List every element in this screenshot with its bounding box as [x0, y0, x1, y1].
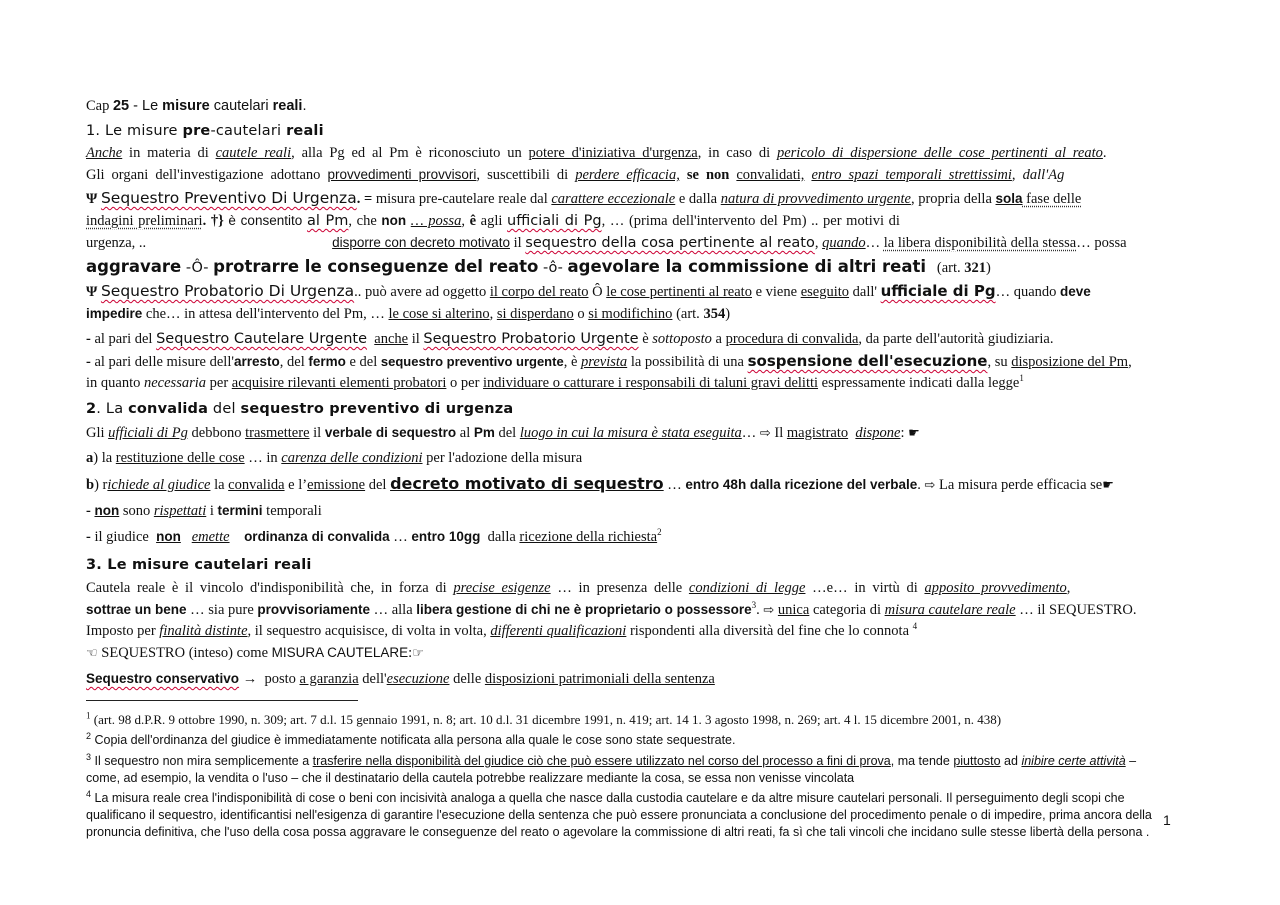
- s3-p3-t3: delle: [449, 671, 485, 687]
- s1-p2-t5: ,: [461, 213, 470, 229]
- s3-p3-t2: dell': [358, 671, 387, 687]
- section-1-heading: [86, 121, 1172, 141]
- s3-p1-line1: [86, 578, 1172, 599]
- s1-p4-t5: … quando: [995, 284, 1060, 300]
- footnote-3-d: –: [1125, 754, 1137, 768]
- s2-ricezione: ricezione della richiesta: [519, 529, 658, 545]
- s2-termini: termini: [217, 503, 263, 518]
- s1-p6-t10: o per: [446, 375, 484, 391]
- s1-pericolo: pericolo di dispersione delle cose pertinenti al reato: [776, 145, 1103, 161]
- s1-p6-t9: per: [206, 375, 232, 391]
- s3-esecuzione: esecuzione: [386, 671, 450, 687]
- s1-p4-t2: Ô: [588, 284, 607, 300]
- pointing-hand-icon-2: ☛: [1102, 478, 1114, 493]
- s1-acquisire: acquisire rilevanti elementi probatori: [231, 375, 447, 391]
- s2-dispone: dispone: [855, 425, 901, 441]
- footnote-ref-1[interactable]: 1: [1019, 373, 1024, 384]
- s1-potere: potere d'iniziativa d'urgenza: [528, 145, 698, 161]
- s2-d-t1: il giudice: [90, 529, 153, 545]
- s1-p2-t2: e dalla: [675, 191, 721, 207]
- arrow-icon: →: [239, 671, 258, 687]
- s2-p1-t2: il: [309, 425, 325, 441]
- s1-p4-line1: [86, 281, 1172, 303]
- section-2-heading: [86, 398, 1172, 420]
- s2-pm: Pm: [473, 425, 495, 440]
- footnote-3-number: 3: [86, 751, 92, 762]
- title-num: 25: [112, 98, 130, 114]
- s1-quando: quando: [822, 235, 866, 251]
- s3-p2-t2: :: [408, 645, 413, 661]
- s3-p1-t12: rispondenti alla diversità del fine che lo connota: [626, 623, 913, 639]
- s1-modifichino: si modifichino: [588, 306, 673, 322]
- s1-sequestro-cosa: sequestro della cosa pertinente al reato: [525, 235, 815, 251]
- s1-disperdano: si disperdano: [496, 306, 574, 322]
- s1-carattere: carattere eccezionale: [551, 191, 676, 207]
- dagger-icon: . †}: [202, 213, 229, 229]
- s2-item-d: [86, 526, 1172, 548]
- s2-b-t1: ) r: [94, 477, 108, 493]
- s1-ufficiali: ufficiali di Pg: [507, 213, 602, 229]
- section-3-number: 3.: [86, 557, 102, 573]
- s1-p1-t4: .: [1102, 145, 1107, 161]
- s1-p1-line1: [86, 143, 1172, 164]
- footnote-3: [86, 753, 1172, 787]
- s3-p1-t11: , il sequestro acquisisce, di volta in volta,: [247, 623, 491, 639]
- s2-p1-t5: …: [741, 425, 760, 441]
- s1-p5-t3: è: [638, 331, 653, 347]
- s1-dall-ag: , dall'Ag: [1011, 167, 1065, 183]
- s2-p1-line: [86, 422, 1172, 444]
- s1-possa: … possa: [410, 213, 462, 229]
- s2-seq: sequestro preventivo di urgenza: [240, 401, 514, 417]
- s1-p4-t7: ,: [489, 306, 497, 322]
- s3-sottrae: sottrae un bene: [86, 602, 187, 617]
- s1-alterino: le cose si alterino: [388, 306, 490, 322]
- s1-sola: sola: [995, 191, 1023, 206]
- footnote-3-c: ad: [1000, 754, 1022, 768]
- s1-p1-line2a: Gli organi dell'investigazione adottano: [86, 167, 328, 183]
- section-2-number: 2: [86, 401, 97, 417]
- s1-art-num: 321: [964, 260, 987, 276]
- s1-p4-t10: ): [725, 306, 731, 322]
- section-1-number: 1.: [86, 123, 101, 139]
- s2-restituzione: restituzione delle cose: [115, 450, 245, 466]
- s1-p6-t7: ,: [1128, 354, 1132, 370]
- s3-p1-t1: Cautela reale è il vincolo d'indisponibilità che, in forza di: [86, 580, 454, 596]
- s1-impedire: impedire: [86, 306, 143, 321]
- s1-art-354: 354: [703, 306, 726, 322]
- s1-cautele: cautele reali: [215, 145, 292, 161]
- s1-p6-t4: , è: [563, 354, 581, 370]
- footnote-3-inibire: inibire certe attività: [1021, 754, 1126, 768]
- footnote-ref-2[interactable]: 2: [657, 527, 662, 538]
- s1-p1-line2b: , suscettibili di: [476, 167, 576, 183]
- s1-al-pm: al Pm: [306, 213, 349, 229]
- s2-p1-t3: al: [456, 425, 474, 441]
- s1-entro: entro spazi temporali strettissimi: [811, 167, 1012, 183]
- s1-fase: fase delle: [1022, 191, 1082, 207]
- s2-heading-a: . La: [96, 401, 129, 417]
- s2-p1-t1: debbono: [187, 425, 246, 441]
- s1-seq-prev: sequestro preventivo urgente: [380, 354, 564, 369]
- s3-apposito: apposito provvedimento: [924, 580, 1067, 596]
- s1-e-acc: ê: [469, 213, 477, 229]
- s3-p1-line2: [86, 599, 1172, 621]
- s1-p4-t4: dall': [849, 284, 881, 300]
- footnote-3-e: come, ad esempio, la vendita o l'uso – che il destinatario della cautela potrebbe realizzare mediante la cosa, se essa non venisse vincolata: [86, 771, 855, 785]
- s3-heading: Le misure cautelari reali: [102, 557, 312, 573]
- s1-anche: Anche: [86, 145, 123, 161]
- s1-consentito: è consentito: [228, 213, 307, 228]
- title-dot: .: [302, 98, 307, 114]
- s1-disposizione: disposizione del Pm: [1011, 354, 1129, 370]
- s1-procedura: procedura di convalida: [725, 331, 859, 347]
- s1-ufficiale: ufficiale di Pg: [880, 282, 996, 300]
- document-page: [86, 96, 1172, 843]
- s2-colon: :: [900, 425, 905, 441]
- footnote-3-a: Il sequestro non mira semplicemente a: [91, 754, 313, 768]
- s2-d-dash: -: [86, 529, 91, 545]
- s2-b-t4: del: [365, 477, 391, 493]
- s1-p6-t5: la possibilità di una: [627, 354, 748, 370]
- s1-p5-line: [86, 329, 1172, 350]
- s3-precise: precise esigenze: [453, 580, 551, 596]
- s2-carenza: carenza delle condizioni: [281, 450, 423, 466]
- s2-trasmettere: trasmettere: [245, 425, 310, 441]
- s3-unica: unica: [777, 602, 810, 618]
- s3-p2-t1: SEQUESTRO (inteso) come: [97, 645, 272, 661]
- s1-sottoposto: sottoposto: [652, 331, 712, 347]
- section-3-heading: [86, 554, 1172, 576]
- s1-deve: deve: [1060, 284, 1091, 299]
- footnote-1-number: 1: [86, 710, 91, 721]
- s3-condizioni: condizioni di legge: [688, 580, 806, 596]
- s1-p1-t3: , in caso di: [697, 145, 777, 161]
- arrow-right-icon: ⇨: [759, 426, 771, 441]
- s1-sospensione: sospensione dell'esecuzione: [747, 352, 988, 370]
- s1-p4-t6: che… in attesa dell'intervento del Pm, …: [142, 306, 389, 322]
- s3-p1-t9: … il SEQUESTRO.: [1015, 602, 1137, 618]
- s3-p3-line: [86, 668, 1172, 690]
- s2-convalida: convalida: [128, 401, 209, 417]
- s2-magistrato: magistrato: [786, 425, 849, 441]
- s2-b-label: b: [86, 477, 95, 493]
- s2-d-t3: dalla: [487, 529, 520, 545]
- s1-sep1: -Ô-: [181, 260, 214, 276]
- s2-a-t1: ) la: [93, 450, 116, 466]
- s2-c-dash: -: [86, 503, 91, 519]
- s1-p2-line3: [86, 232, 1172, 254]
- s3-sequestro-conservativo: Sequestro conservativo: [86, 671, 240, 686]
- pointing-hand-icon: ☛: [908, 426, 920, 441]
- s1-p5-anche: anche: [374, 331, 409, 347]
- s1-p6-t2: , del: [279, 354, 309, 370]
- s3-misura-cautelare: MISURA CAUTELARE: [271, 645, 409, 660]
- s1-p2-t4: , che: [348, 213, 382, 229]
- s1-p4-t3: e viene: [751, 284, 801, 300]
- s1-convalidati: convalidati,: [736, 167, 805, 183]
- s2-d-entro: entro 10gg: [411, 529, 481, 544]
- s1-p6-t11: espressamente indicati dalla legge: [818, 375, 1020, 391]
- page-number: 1: [1163, 812, 1171, 828]
- s1-p4-t8: o: [573, 306, 589, 322]
- arrow-right-icon-2: ⇨: [924, 478, 936, 493]
- s1-fermo: fermo: [308, 354, 346, 369]
- s1-p2-t6: , … (: [601, 213, 634, 229]
- s1-p2-t8: …: [865, 235, 884, 251]
- s1-p1-t2: , alla Pg ed al Pm è riconosciuto un: [291, 145, 529, 161]
- s1-spu: Sequestro Preventivo Di Urgenza: [100, 189, 357, 207]
- title-cautelari: cautelari: [209, 98, 273, 114]
- s3-p1-t7: .: [756, 602, 764, 618]
- s2-d-t2: …: [389, 529, 412, 545]
- s3-provvisoriamente: provvisoriamente: [257, 602, 370, 617]
- s1-agevolare: agevolare la commissione di altri reati: [567, 257, 927, 276]
- s1-provvedimenti: provvedimenti provvisori: [327, 167, 477, 182]
- s2-decreto: decreto motivato di sequestro: [390, 474, 664, 493]
- s2-ichiede: ichiede al giudice: [107, 477, 211, 493]
- s1-individuare: individuare o catturare i responsabili di taluni gravi delitti: [483, 375, 819, 391]
- s1-necessaria: necessaria: [144, 375, 207, 391]
- s3-p2-line: [86, 642, 1172, 664]
- footnote-2-text: Copia dell'ordinanza del giudice è immediatamente notificata alla persona alla quale le cose sono state sequestrate.: [91, 733, 736, 747]
- footnote-3-u: trasferire nella disponibilità del giudice ciò che può essere utilizzato nel corso del processo a fini di prova: [312, 754, 891, 768]
- title-misure: misure: [162, 98, 210, 114]
- s1-p6-line1: [86, 351, 1172, 373]
- s2-p1-t6: Il: [770, 425, 787, 441]
- arrow-right-icon-3: ⇨: [763, 603, 775, 618]
- title-dash: - Le: [129, 98, 163, 114]
- footnote-4-number: 4: [86, 788, 92, 799]
- section-1-heading-pre: pre: [182, 123, 211, 139]
- s2-heading-b: del: [208, 401, 241, 417]
- title-reali: reali: [272, 98, 303, 114]
- s1-p4-t9: (art.: [672, 306, 704, 322]
- s1-indagini: indagini preliminari: [86, 213, 203, 229]
- s3-p3-t1: posto: [264, 671, 300, 687]
- footnote-3-b: , ma tende: [890, 754, 954, 768]
- s1-agli: agli: [476, 213, 508, 229]
- s1-p5-spu: Sequestro Probatorio Urgente: [423, 331, 639, 347]
- s3-p1-line3: [86, 621, 1172, 642]
- s1-p2-line1: [86, 188, 1172, 210]
- footnote-separator: [86, 700, 358, 701]
- s3-p1-t3: …e… in virtù di: [805, 580, 925, 596]
- s3-p1-t4: ,: [1066, 580, 1071, 596]
- s3-disposizioni: disposizioni patrimoniali della sentenza: [484, 671, 715, 687]
- s1-p6-t8: in quanto: [86, 375, 144, 391]
- s1-p5-dash: -: [86, 331, 91, 347]
- s3-p1-t10: Imposto per: [86, 623, 160, 639]
- s3-misura: misura cautelare reale: [884, 602, 1016, 618]
- s2-ufficiali: ufficiali di Pg: [108, 425, 188, 441]
- s2-b-t3: e l’: [284, 477, 308, 493]
- s2-emette: emette: [191, 529, 230, 545]
- s2-b-t7: La misura perde efficacia se: [935, 477, 1103, 493]
- s1-eq: . =: [356, 191, 373, 207]
- s2-p1-t4: del: [494, 425, 520, 441]
- s1-p2-line2: [86, 210, 1172, 232]
- s3-p1-t6: … alla: [369, 602, 417, 618]
- s1-non: non: [381, 213, 407, 228]
- s2-c-non: non: [94, 503, 120, 518]
- s1-art-close: ): [986, 260, 991, 276]
- s1-p5-t2: il: [408, 331, 424, 347]
- s2-a-label: a: [86, 450, 94, 466]
- s1-p5-t1: al pari del: [90, 331, 157, 347]
- s2-b-t6: .: [917, 477, 925, 493]
- footnote-4-line3: pronuncia definitiva, che l'uso della cosa possa aggravare le conseguenze del reato o agevolare la commissione di altri reati, fa sì che tali vincoli che incidano sulle stesse libertà della persona .: [86, 825, 1150, 839]
- s1-p6-dash: -: [86, 354, 91, 370]
- s2-entro: entro 48h dalla ricezione del verbale: [685, 477, 918, 492]
- s1-p2-t1: misura pre-cautelare reale dal: [372, 191, 552, 207]
- s1-p6-t3: e del: [345, 354, 381, 370]
- section-1-heading-b: -cautelari: [210, 123, 287, 139]
- s2-b-t5: …: [663, 477, 686, 493]
- psi-icon: Ψ: [86, 191, 98, 207]
- s1-arresto: arresto: [233, 354, 280, 369]
- s1-p1-t1: in materia di: [122, 145, 216, 161]
- s2-item-c: [86, 500, 1172, 522]
- s1-libera: la libera disponibilità della stessa: [883, 235, 1077, 251]
- s1-comma: ,: [814, 235, 823, 251]
- section-1-heading-reali: reali: [286, 123, 324, 139]
- s2-item-b: [86, 473, 1172, 496]
- s1-p3-line: [86, 254, 1172, 281]
- s3-p1-t2: … in presenza delle: [550, 580, 689, 596]
- s3-libera: libera gestione di chi ne è proprietario o possessore: [416, 602, 752, 617]
- s2-b-convalida: convalida: [228, 477, 285, 493]
- s2-b-t2: la: [210, 477, 229, 493]
- s1-prevista: prevista: [581, 354, 628, 370]
- s1-p2-t3: , propria della: [910, 191, 996, 207]
- pointing-hand-right-icon: ☞: [412, 646, 424, 661]
- s1-p6-t6: , su: [987, 354, 1012, 370]
- footnote-4-line1: La misura reale crea l'indisponibilità di cose o beni con incisività analoga a quella che nasce dalla custodia cautelare e da altre misure cautelari personali. Il perseguimento degli scopi che: [91, 791, 1125, 805]
- s1-il: il: [509, 235, 526, 251]
- s2-a-t2: … in: [244, 450, 282, 466]
- footnote-1: [86, 711, 1172, 728]
- chapter-title: [86, 96, 1172, 116]
- footnote-4: [86, 790, 1172, 841]
- s1-scu: Sequestro Cautelare Urgente: [156, 331, 368, 347]
- s1-eseguito: eseguito: [800, 284, 850, 300]
- s3-p1-t5: … sia pure: [186, 602, 258, 618]
- s3-garanzia: a garanzia: [299, 671, 359, 687]
- s1-prima: prima dell'intervento del Pm: [633, 213, 802, 229]
- s1-possa2: … possa: [1076, 235, 1127, 251]
- s1-corpo: il corpo del reato: [489, 284, 589, 300]
- s1-p6-t1: al pari delle misure dell': [90, 354, 234, 370]
- s3-p1-t8: categoria di: [809, 602, 885, 618]
- s1-p4-t1: .. può avere ad oggetto: [354, 284, 490, 300]
- s2-c-t1: sono: [119, 503, 154, 519]
- footnote-2: [86, 732, 1172, 749]
- s1-p4-line2: [86, 303, 1172, 325]
- psi-icon-2: Ψ: [86, 284, 98, 300]
- s1-sep2: -ô-: [538, 260, 568, 276]
- footnote-ref-3[interactable]: 3: [751, 600, 757, 611]
- s2-item-a: [86, 448, 1172, 469]
- s1-aggravare: aggravare: [86, 257, 182, 276]
- s1-disporre: disporre con decreto motivato: [332, 235, 510, 250]
- footnote-4-line2: qualificano il sequestro, identificantisi nell'esigenza di garantire l'esecuzione della sentenza che può essere pronunciata a conclusione del procedimento penale o di impedire, prima ancora della: [86, 808, 1152, 822]
- s2-emissione: emissione: [307, 477, 366, 493]
- s2-rispettati: rispettati: [153, 503, 207, 519]
- title-cap: Cap: [86, 98, 113, 114]
- s2-c-t2: i: [206, 503, 218, 519]
- s1-p1-line2: [86, 164, 1172, 186]
- s2-verbale: verbale di sequestro: [324, 425, 457, 440]
- s2-a-t3: per l'adozione della misura: [422, 450, 583, 466]
- s2-c-t3: temporali: [262, 503, 322, 519]
- s1-protrarre: protrarre le conseguenze del reato: [213, 257, 539, 276]
- pointing-hand-left-icon: ☜: [86, 646, 98, 661]
- s2-luogo: luogo in cui la misura è stata eseguita: [519, 425, 742, 441]
- s3-differenti: differenti qualificazioni: [490, 623, 627, 639]
- s1-cose: le cose pertinenti al reato: [606, 284, 752, 300]
- s1-p6-line2: [86, 373, 1172, 394]
- section-1-heading-a: Le misure: [100, 123, 183, 139]
- footnote-ref-4[interactable]: 4: [912, 621, 918, 632]
- s2-ordinanza: ordinanza di convalida: [244, 529, 390, 544]
- s2-gli: Gli: [86, 425, 109, 441]
- s1-p2-t7: ) .. per motivi di: [801, 213, 900, 229]
- footnote-3-piuttosto: piuttosto: [953, 754, 1001, 768]
- s2-d-non: non: [156, 529, 181, 544]
- s1-p5-t5: , da parte dell'autorità giudiziaria.: [858, 331, 1054, 347]
- s1-art: (art.: [936, 260, 965, 276]
- s3-finalita: finalità distinte: [159, 623, 248, 639]
- s1-spr: Sequestro Probatorio Di Urgenza: [100, 282, 355, 300]
- footnote-2-number: 2: [86, 730, 92, 741]
- s1-perdere: perdere efficacia,: [575, 167, 680, 183]
- footnote-1-text: (art. 98 d.P.R. 9 ottobre 1990, n. 309; art. 7 d.l. 15 gennaio 1991, n. 8; art. 10 d.l. 31 dicembre 1991, n. 419; art. 14 1. 3 agosto 1998, n. 269; art. 4 l. 15 dicembre 2001, n. 438): [90, 712, 1002, 727]
- s1-se-non: se non: [686, 167, 730, 183]
- s1-urgenza: urgenza, ..: [86, 235, 147, 251]
- s1-natura: natura di provvedimento urgente: [720, 191, 911, 207]
- s1-p5-t4: a: [711, 331, 726, 347]
